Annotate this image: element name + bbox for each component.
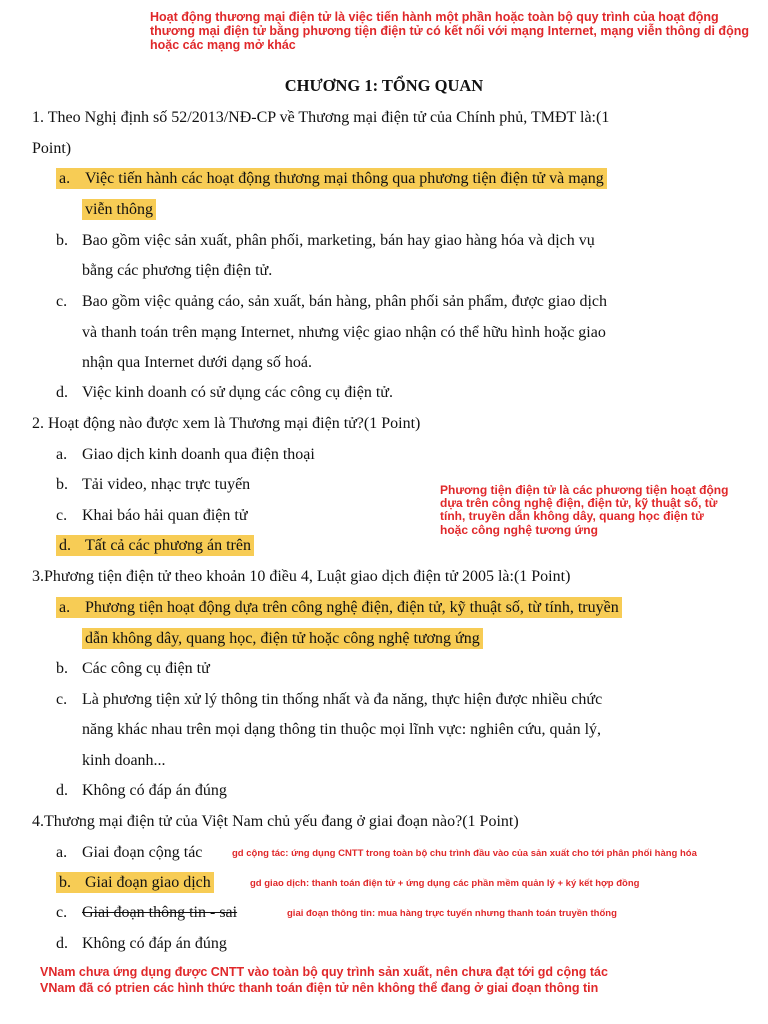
top-annotation: Hoạt động thương mại điện tử là việc tiến hành một phần hoặc toàn bộ quy trình của hoạt động thương mại điện tử bằng phương tiện điện tử có kết nối với mạng Internet, mạng viễn thông di động hoặc các mạng mở khác <box>150 10 749 52</box>
q3-stem: 3.Phương tiện điện tử theo khoản 10 điều 4, Luật giao dịch điện tử 2005 là:(1 Point) <box>32 568 571 585</box>
q1-option-a-cont: viễn thông <box>82 199 156 221</box>
q4-option-b-annotation: gd giao dịch: thanh toán điện tử + ứng dụng các phần mềm quản lý + ký kết hợp đồng <box>250 878 640 889</box>
q4-option-a: a. Giai đoạn cộng tác <box>56 844 203 861</box>
bottom-annotation-line2: VNam đã có ptrien các hình thức thanh toán điện tử nên không thể đang ở giai đoạn thông tin <box>40 981 599 995</box>
electronic-means-annotation: Phương tiện điện tử là các phương tiện hoạt động dựa trên công nghệ điện, điện tử, kỹ thuật số, từ tính, truyền dẫn không dây, quang học điện tử hoặc công nghệ tương ứng <box>440 483 729 537</box>
q4-option-d: d. Không có đáp án đúng <box>56 935 227 952</box>
q1-option-c-cont2: nhận qua Internet dưới dạng số hoá. <box>82 354 312 371</box>
q4-option-a-annotation: gd cộng tác: ứng dụng CNTT trong toàn bộ chu trình đầu vào của sản xuất cho tới phân phối hàng hóa <box>232 848 697 859</box>
q1-option-b-cont: bằng các phương tiện điện tử. <box>82 262 273 279</box>
q4-option-c: c. Giai đoạn thông tin - sai <box>56 904 238 921</box>
q2-option-d: d. Tất cả các phương án trên <box>56 535 254 557</box>
q3-option-c-cont2: kinh doanh... <box>82 752 166 769</box>
q1-stem-line1: 1. Theo Nghị định số 52/2013/NĐ-CP về Thương mại điện tử của Chính phủ, TMĐT là:(1 <box>32 109 610 126</box>
q3-option-a: a. Phương tiện hoạt động dựa trên công nghệ điện, điện tử, kỹ thuật số, từ tính, truyền <box>56 597 622 619</box>
q1-option-a: a. Việc tiến hành các hoạt động thương mại thông qua phương tiện điện tử và mạng <box>56 168 607 190</box>
q3-option-c: c. Là phương tiện xử lý thông tin thống nhất và đa năng, thực hiện được nhiều chức <box>56 691 603 708</box>
q4-option-b: b. Giai đoạn giao dịch <box>56 872 214 894</box>
bottom-annotation-line1: VNam chưa ứng dụng được CNTT vào toàn bộ quy trình sản xuất, nên chưa đạt tới gd cộng tác <box>40 965 608 979</box>
q2-option-c: c. Khai báo hải quan điện tử <box>56 507 248 524</box>
q4-option-c-annotation: giai đoạn thông tin: mua hàng trực tuyến nhưng thanh toán truyền thống <box>287 908 617 919</box>
q3-option-c-cont1: năng khác nhau trên mọi dạng thông tin thuộc mọi lĩnh vực: nghiên cứu, quản lý, <box>82 721 602 738</box>
q3-option-d: d. Không có đáp án đúng <box>56 782 227 799</box>
q1-option-c-cont1: và thanh toán trên mạng Internet, nhưng việc giao nhận có thể hữu hình hoặc giao <box>82 324 606 341</box>
q1-option-c: c. Bao gồm việc quảng cáo, sản xuất, bán hàng, phân phối sản phẩm, được giao dịch <box>56 293 607 310</box>
q1-option-b: b. Bao gồm việc sản xuất, phân phối, marketing, bán hay giao hàng hóa và dịch vụ <box>56 232 595 249</box>
q1-option-d: d. Việc kinh doanh có sử dụng các công cụ điện tử. <box>56 384 393 401</box>
chapter-title: CHƯƠNG 1: TỔNG QUAN <box>284 76 484 95</box>
q2-option-b: b. Tải video, nhạc trực tuyến <box>56 476 251 493</box>
q3-option-b: b. Các công cụ điện tử <box>56 660 210 677</box>
q4-stem: 4.Thương mại điện tử của Việt Nam chủ yếu đang ở giai đoạn nào?(1 Point) <box>32 813 519 830</box>
q1-stem-line2: Point) <box>32 140 72 157</box>
q3-option-a-cont: dẫn không dây, quang học, điện tử hoặc công nghệ tương ứng <box>82 628 483 650</box>
q2-stem: 2. Hoạt động nào được xem là Thương mại điện tử?(1 Point) <box>32 415 421 432</box>
q2-option-a: a. Giao dịch kinh doanh qua điện thoại <box>56 446 315 463</box>
